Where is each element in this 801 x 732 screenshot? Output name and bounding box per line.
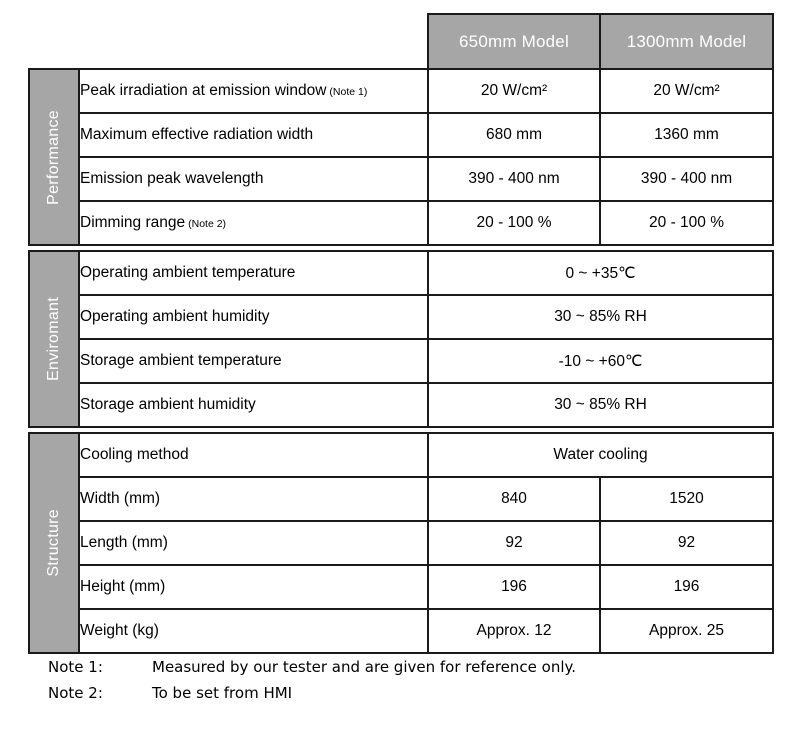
item-label: Length (mm) bbox=[80, 534, 168, 551]
note-key: Note 2: bbox=[48, 684, 103, 702]
table-row bbox=[29, 113, 773, 157]
category-cell-performance bbox=[29, 69, 79, 245]
category-label: Structure bbox=[45, 509, 62, 577]
table-row bbox=[29, 201, 773, 245]
item-name-cell bbox=[79, 383, 428, 427]
value-cell-model-2: 1360 mm bbox=[600, 113, 773, 157]
category-label: Performance bbox=[45, 109, 62, 205]
value-cell-model-1: 92 bbox=[428, 521, 600, 565]
item-note-reference: (Note 1) bbox=[329, 86, 368, 98]
item-name-cell bbox=[79, 251, 428, 295]
header-spacer-item bbox=[79, 14, 428, 69]
item-name-cell bbox=[79, 295, 428, 339]
table-row bbox=[29, 251, 773, 295]
item-name-cell bbox=[79, 609, 428, 653]
table-row bbox=[29, 339, 773, 383]
value-cell-model-1: 680 mm bbox=[428, 113, 600, 157]
category-cell-structure bbox=[29, 433, 79, 653]
item-name-cell bbox=[79, 113, 428, 157]
item-label: Emission peak wavelength bbox=[80, 170, 264, 187]
header-spacer-category bbox=[29, 14, 79, 69]
item-name-cell bbox=[79, 477, 428, 521]
note-text: Measured by our tester and are given for reference only. bbox=[152, 658, 577, 676]
value-cell-both-models: -10 ~ +60℃ bbox=[428, 339, 773, 383]
item-label: Weight (kg) bbox=[80, 622, 159, 639]
value-cell-model-2: 390 - 400 nm bbox=[600, 157, 773, 201]
table-row bbox=[29, 565, 773, 609]
note-line bbox=[48, 680, 576, 706]
value-cell-model-1: 20 - 100 % bbox=[428, 201, 600, 245]
item-name-cell bbox=[79, 521, 428, 565]
value-cell-model-1: 390 - 400 nm bbox=[428, 157, 600, 201]
value-cell-model-1: 20 W/cm² bbox=[428, 69, 600, 113]
value-cell-model-1: 840 bbox=[428, 477, 600, 521]
item-label: Cooling method bbox=[80, 446, 189, 463]
table-row bbox=[29, 69, 773, 113]
item-label: Operating ambient temperature bbox=[80, 264, 296, 281]
category-cell-enviromant bbox=[29, 251, 79, 427]
note-line bbox=[48, 654, 576, 680]
table-row bbox=[29, 433, 773, 477]
table-row bbox=[29, 477, 773, 521]
column-header-model-1: 650mm Model bbox=[428, 14, 600, 69]
value-cell-model-2: 20 W/cm² bbox=[600, 69, 773, 113]
value-cell-model-2: 1520 bbox=[600, 477, 773, 521]
item-label: Height (mm) bbox=[80, 578, 166, 595]
item-name-cell bbox=[79, 339, 428, 383]
value-cell-both-models: 30 ~ 85% RH bbox=[428, 295, 773, 339]
value-cell-model-2: Approx. 25 bbox=[600, 609, 773, 653]
category-label: Enviromant bbox=[45, 297, 62, 381]
table-row bbox=[29, 521, 773, 565]
table-row bbox=[29, 609, 773, 653]
note-text: To be set from HMI bbox=[152, 684, 293, 702]
value-cell-model-2: 196 bbox=[600, 565, 773, 609]
item-label: Peak irradiation at emission window bbox=[80, 82, 327, 99]
item-name-cell bbox=[79, 69, 428, 113]
item-name-cell bbox=[79, 157, 428, 201]
notes-block bbox=[48, 654, 576, 706]
item-label: Maximum effective radiation width bbox=[80, 126, 314, 143]
item-note-reference: (Note 2) bbox=[188, 218, 227, 230]
table-row bbox=[29, 295, 773, 339]
item-name-cell bbox=[79, 201, 428, 245]
table-header-row bbox=[29, 14, 773, 69]
item-label: Storage ambient temperature bbox=[80, 352, 282, 369]
item-label: Width (mm) bbox=[80, 490, 161, 507]
column-header-model-2: 1300mm Model bbox=[600, 14, 773, 69]
table-row bbox=[29, 383, 773, 427]
specifications-table bbox=[28, 13, 774, 654]
item-label: Operating ambient humidity bbox=[80, 308, 270, 325]
note-key: Note 1: bbox=[48, 658, 103, 676]
value-cell-both-models: 0 ~ +35℃ bbox=[428, 251, 773, 295]
value-cell-model-1: 196 bbox=[428, 565, 600, 609]
value-cell-model-1: Approx. 12 bbox=[428, 609, 600, 653]
item-label: Storage ambient humidity bbox=[80, 396, 256, 413]
item-name-cell bbox=[79, 433, 428, 477]
value-cell-model-2: 92 bbox=[600, 521, 773, 565]
table-row bbox=[29, 157, 773, 201]
value-cell-model-2: 20 - 100 % bbox=[600, 201, 773, 245]
value-cell-both-models: Water cooling bbox=[428, 433, 773, 477]
item-name-cell bbox=[79, 565, 428, 609]
item-label: Dimming range bbox=[80, 214, 186, 231]
value-cell-both-models: 30 ~ 85% RH bbox=[428, 383, 773, 427]
